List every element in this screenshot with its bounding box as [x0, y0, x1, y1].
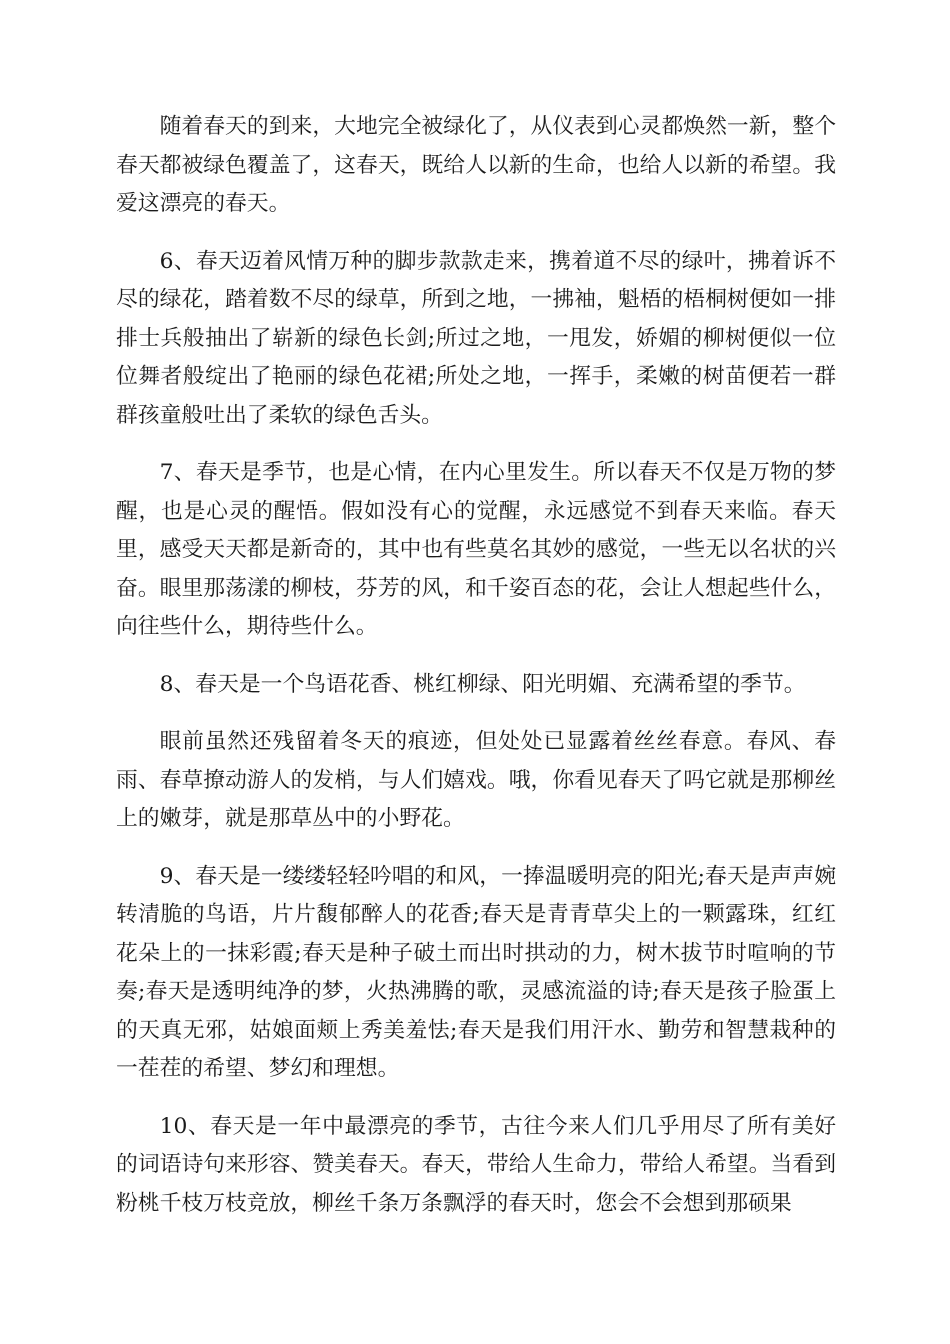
- document-page: [116, 108, 836, 1242]
- paragraph-item-8: 8、春天是一个鸟语花香、桃红柳绿、阳光明媚、充满希望的季节。: [159, 671, 806, 697]
- paragraph-item-9: 9、春天是一缕缕轻轻吟唱的和风，一捧温暖明亮的阳光;春天是声声婉转清脆的鸟语，片片馥郁醉人的花香;春天是青青草尖上的一颗露珠，红红花朵上的一抹彩霞;春天是种子破土而出时拱动的力，树木拔节时喧响的节奏;春天是透明纯净的梦，火热沸腾的歌，灵感流溢的诗;春天是孩子脸蛋上的天真无邪，姑娘面颊上秀美羞怯;春天是我们用汗水、勤劳和智慧栽种的一茬茬的希望、梦幻和理想。: [116, 863, 836, 1081]
- paragraph-item-8-continued: 眼前虽然还残留着冬天的痕迹，但处处已显露着丝丝春意。春风、春雨、春草撩动游人的发梢，与人们嬉戏。哦，你看见春天了吗它就是那柳丝上的嫩芽，就是那草丛中的小野花。: [116, 729, 836, 831]
- paragraph-item-10: 10、春天是一年中最漂亮的季节，古往今来人们几乎用尽了所有美好的词语诗句来形容、赞美春天。春天，带给人生命力，带给人希望。当看到粉桃千枝万枝竞放，柳丝千条万条飘浮的春天时，您会不会想到那硕果: [116, 1113, 836, 1216]
- paragraph-item-6: 6、春天迈着风情万种的脚步款款走来，携着道不尽的绿叶，拂着诉不尽的绿花，踏着数不尽的绿草，所到之地，一拂袖，魁梧的梧桐树便如一排排士兵般抽出了崭新的绿色长剑;所过之地，一甩发，娇媚的柳树便似一位位舞者般绽出了艳丽的绿色花裙;所处之地，一挥手，柔嫩的树苗便若一群群孩童般吐出了柔软的绿色舌头。: [116, 248, 836, 428]
- paragraph-intro: 随着春天的到来，大地完全被绿化了，从仪表到心灵都焕然一新，整个春天都被绿色覆盖了，这春天，既给人以新的生命，也给人以新的希望。我爱这漂亮的春天。: [116, 114, 836, 216]
- paragraph-item-7: 7、春天是季节，也是心情，在内心里发生。所以春天不仅是万物的梦醒，也是心灵的醒悟。假如没有心的觉醒，永远感觉不到春天来临。春天里，感受天天都是新奇的，其中也有些莫名其妙的感觉，一些无以名状的兴奋。眼里那荡漾的柳枝，芬芳的风，和千姿百态的花，会让人想起些什么，向往些什么，期待些什么。: [116, 460, 836, 639]
